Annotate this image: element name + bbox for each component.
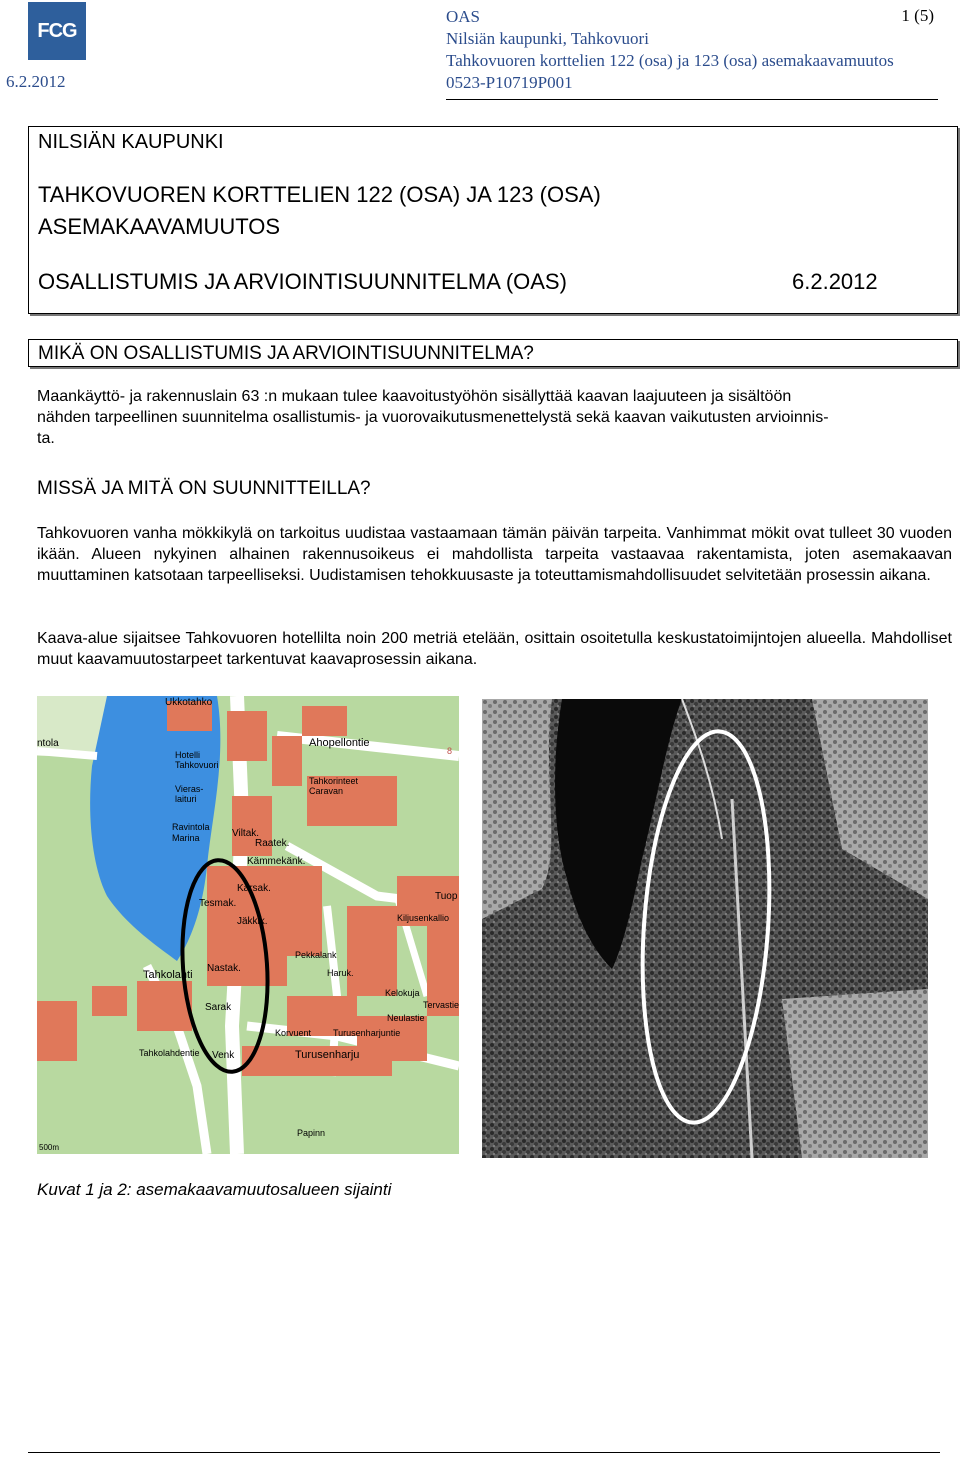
title-box: [28, 126, 958, 314]
map-label-marina: Marina: [172, 833, 200, 843]
map-label-karsak: Kärsak.: [237, 883, 271, 894]
map-label-tahkolahti: Tahkolahti: [143, 969, 193, 981]
map-label-turusenharjuntie: Turusenharjuntie: [333, 1028, 401, 1038]
map-label-kammekank: Kämmekänk.: [247, 856, 306, 867]
map-scale: 500m: [39, 1143, 60, 1152]
map-label-ntola: ntola: [37, 738, 59, 749]
aerial-photo: [482, 699, 928, 1158]
header-date: 6.2.2012: [6, 72, 66, 91]
map-label-raatek: Raatek.: [255, 838, 290, 849]
title-date: 6.2.2012: [792, 269, 878, 294]
section1-heading: MIKÄ ON OSALLISTUMIS JA ARVIOINTISUUNNITELMA?: [38, 343, 534, 364]
header-divider: [446, 99, 938, 100]
map-label-neulastie: Neulastie: [387, 1013, 425, 1023]
map-label-hotelli-name: Tahkovuori: [175, 760, 219, 770]
map-label-ukkotahko: Ukkotahko: [165, 697, 213, 708]
map-label-kiljusenkallio: Kiljusenkallio: [397, 913, 450, 923]
map-label-tahkorinteet: Tahkorinteet: [309, 776, 359, 786]
map-label-tesmak: Tesmak.: [199, 898, 237, 909]
section2-paragraph-2: Kaava-alue sijaitsee Tahkovuoren hotellilta noin 200 metriä etelään, osittain osoitetulla keskustatoimijntojen alueella. Mahdolliset muut kaavamuutostarpeet tarkentuvat kaavaprosessin aikana.: [37, 630, 952, 668]
logo-text: FCG: [37, 19, 77, 42]
section1-line-2: nähden tarpeellinen suunnitelma osallistumis- ja vuorovaikutusmenettelystä sekä kaavan vaikutusten arvioinnis-: [37, 409, 829, 426]
header-project: Tahkovuoren korttelien 122 (osa) ja 123 (osa) asemakaavamuutos: [446, 51, 894, 70]
title-main: [38, 179, 601, 243]
fcg-logo: [28, 2, 86, 60]
section2-heading: MISSÄ JA MITÄ ON SUUNNITTEILLA?: [37, 478, 371, 499]
map-label-jakkik: Jäkkik.: [237, 916, 268, 927]
map-label-korvuent: Korvuent: [275, 1028, 312, 1038]
title-line-2: ASEMAKAAVAMUUTOS: [38, 214, 281, 239]
location-map-svg: [37, 696, 459, 1154]
map-label-nastak: Nastak.: [207, 963, 241, 974]
title-city: NILSIÄN KAUPUNKI: [38, 131, 224, 153]
map-label-turusenharju: Turusenharju: [295, 1049, 360, 1061]
title-line-1: TAHKOVUOREN KORTTELIEN 122 (OSA) JA 123 (OSA): [38, 182, 601, 207]
map-label-ahopellontie: Ahopellontie: [309, 737, 370, 749]
map-label-haruk: Haruk.: [327, 968, 354, 978]
header-doc-type: OAS: [446, 7, 481, 26]
map-label-tuop: Tuop: [435, 891, 458, 902]
map-label-kelokuja: Kelokuja: [385, 988, 420, 998]
map-label-papinn: Papinn: [297, 1128, 326, 1138]
section1-paragraph: [37, 386, 952, 449]
header-info: [446, 6, 894, 94]
map-label-tahkolahdentie: Tahkolahdentie: [139, 1048, 200, 1058]
section1-heading-box: [28, 339, 958, 367]
map-label-tervastie: Tervastie: [423, 1000, 459, 1010]
footer-divider: [28, 1452, 940, 1453]
map-label-vieras: Vieras-: [175, 784, 204, 794]
map-label-pekkalank: Pekkalank: [295, 950, 337, 960]
map-label-ravintola: Ravintola: [172, 822, 210, 832]
section1-line-3: ta.: [37, 430, 55, 447]
map-label-sarak: Sarak: [205, 1002, 232, 1013]
title-oas: OSALLISTUMIS JA ARVIOINTISUUNNITELMA (OAS): [38, 269, 567, 294]
map-label-venk: Venk: [212, 1050, 235, 1061]
map-label-caravan: Caravan: [309, 786, 344, 796]
figure-caption: Kuvat 1 ja 2: asemakaavamuutosalueen sijainti: [37, 1180, 392, 1199]
map-label-hotelli: Hotelli: [175, 750, 201, 760]
header-code: 0523-P10719P001: [446, 73, 573, 92]
map-label-8: 8: [447, 746, 453, 756]
header-municipality: Nilsiän kaupunki, Tahkovuori: [446, 29, 649, 48]
page-number: 1 (5): [901, 6, 934, 25]
section1-line-1: Maankäyttö- ja rakennuslain 63 :n mukaan tulee kaavoitustyöhön sisällyttää kaavan laajuuteen ja sisältöön: [37, 388, 792, 405]
section2-paragraph-1: Tahkovuoren vanha mökkikylä on tarkoitus uudistaa vastaamaan tämän päivän tarpeita. Vanhimmat mökit ovat tulleet 30 vuoden ikään. Alueen nykyinen alhainen rakennusoikeus ei mahdollista tarpeita vastaavaa rakentamista, joten asemakaavan muuttaminen katsotaan tarpeelliseksi. Uudistamisen tehokkuusaste ja toteuttamismahdollisuudet selvitetään prosessin aikana.: [37, 525, 952, 584]
location-map: [37, 696, 459, 1154]
map-label-viltak: Viltak.: [232, 828, 260, 839]
map-label-laituri: laituri: [175, 794, 197, 804]
aerial-photo-svg: [482, 699, 928, 1158]
